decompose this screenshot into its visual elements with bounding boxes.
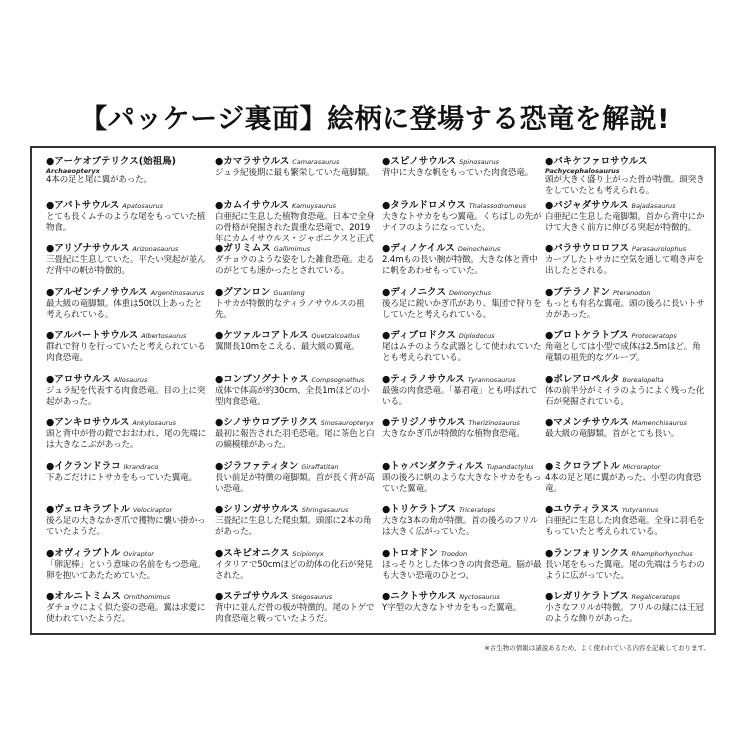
dinosaur-entry xyxy=(382,243,544,287)
dinosaur-latin-name: Ikrandraco xyxy=(123,462,159,471)
dinosaur-heading xyxy=(215,330,377,342)
dinosaur-heading xyxy=(46,504,208,516)
bullet-icon: ● xyxy=(545,156,554,167)
bullet-icon: ● xyxy=(382,417,391,428)
dinosaur-latin-name: Microraptor xyxy=(622,462,661,471)
dinosaur-entry xyxy=(215,243,377,287)
dinosaur-latin-name: Albertosaurus xyxy=(141,332,187,340)
dinosaur-entry xyxy=(46,461,208,505)
dinosaur-name: ボレアロペルタ xyxy=(553,373,620,385)
dinosaur-heading xyxy=(545,200,707,212)
dinosaur-latin-name: Bajadasaurus xyxy=(631,201,676,210)
dinosaur-heading xyxy=(215,374,377,386)
dinosaur-heading xyxy=(545,243,707,255)
bullet-icon: ● xyxy=(545,547,554,559)
dinosaur-description: 大きなかぎ爪が特徴的な植物食恐竜。 xyxy=(382,429,525,439)
dinosaur-description: 大きな3本の角が特徴。首の後ろのフリルは大きく広がっていた。 xyxy=(382,516,539,537)
dinosaur-name: トリケラトプス xyxy=(390,504,456,515)
dinosaur-entry xyxy=(46,591,208,635)
dinosaur-entry xyxy=(46,156,208,200)
bullet-icon: ● xyxy=(46,504,55,515)
dinosaur-latin-name: Argentinosaurus xyxy=(150,288,205,297)
bullet-icon: ● xyxy=(545,243,554,254)
dinosaur-name: アリゾナサウルス xyxy=(54,243,130,254)
dinosaur-name: ニクトサウルス xyxy=(390,591,457,602)
dinosaur-description: 白亜紀に生息した竜脚類。首から背中にかけて大きく前方に伸びる突起が特徴的。 xyxy=(545,211,705,233)
dinosaur-description: 後ろ足に鋭いかぎ爪があり、集団で狩りをしていたと考えられている。 xyxy=(382,298,542,320)
dinosaur-entry xyxy=(46,287,208,331)
dinosaur-entry xyxy=(545,417,707,461)
column-1 xyxy=(46,156,208,635)
dinosaur-heading xyxy=(545,548,707,560)
bullet-icon: ● xyxy=(215,504,224,515)
dinosaur-entry xyxy=(382,374,544,418)
dinosaur-heading xyxy=(545,461,707,473)
dinosaur-name: タラルドロメウス xyxy=(390,199,466,211)
dinosaur-entry xyxy=(382,461,544,505)
dinosaur-name: カムイサウルス xyxy=(223,199,290,211)
dinosaur-heading xyxy=(46,417,208,429)
dinosaur-entry xyxy=(382,417,544,461)
dinosaur-entry xyxy=(382,548,544,592)
bullet-icon: ● xyxy=(382,286,391,298)
dinosaur-description: 頭と背中が骨の鎧でおおわれ、尾の先端には大きなこぶがあった。 xyxy=(46,429,206,450)
page-title: 【パッケージ裏面】絵柄に登場する恐竜を解説! xyxy=(80,104,670,135)
dinosaur-heading xyxy=(215,417,377,429)
dinosaur-name: スキピオニクス xyxy=(223,547,290,559)
dinosaur-heading xyxy=(382,591,544,603)
dinosaur-description: カーブしたトサカに空気を通して鳴き声を出したとされる。 xyxy=(545,255,704,276)
dinosaur-description: 三畳紀に生息した爬虫類。頭部に2本の角があった。 xyxy=(215,516,372,537)
dinosaur-latin-name: Giraffatitan xyxy=(301,462,339,471)
bullet-icon: ● xyxy=(215,373,224,385)
dinosaur-heading xyxy=(545,156,707,175)
dinosaur-description: 最大級の竜脚類。首がとても長い。 xyxy=(545,429,680,439)
dinosaur-name: レガリケラトプス xyxy=(553,591,629,602)
bullet-icon: ● xyxy=(545,330,554,341)
dinosaur-latin-name: Arizonasaurus xyxy=(132,245,179,253)
dinosaur-heading xyxy=(46,287,208,299)
dinosaur-name: グアンロン xyxy=(223,286,271,298)
dinosaur-entry xyxy=(382,156,544,200)
dinosaur-latin-name: Allosaurus xyxy=(113,375,148,384)
bullet-icon: ● xyxy=(46,243,55,254)
dinosaur-name: トゥパンダクティルス xyxy=(390,460,484,472)
dinosaur-name: アーケオプテリクス(始祖鳥) xyxy=(54,156,176,167)
dinosaur-heading xyxy=(215,461,377,473)
dinosaur-heading xyxy=(215,591,377,603)
dinosaur-description: 大きなトサカをもつ翼竜。くちばしの先がナイフのようになっていた。 xyxy=(382,211,542,233)
dinosaur-entry xyxy=(545,156,707,200)
bullet-icon: ● xyxy=(382,504,391,515)
dinosaur-entry xyxy=(215,417,377,461)
dinosaur-description: 白亜紀に生息した植物食恐竜。日本で全身の骨格が発掘された貴重な恐竜で、2019年にカムイサウルス・ジャポニクスと正式 xyxy=(215,211,375,243)
dinosaur-description: もっとも有名な翼竜。頭の後ろに長いトサカがあった。 xyxy=(545,298,705,320)
dinosaur-heading xyxy=(545,504,707,516)
bullet-icon: ● xyxy=(46,373,55,385)
dinosaur-heading xyxy=(545,591,707,603)
dinosaur-entry xyxy=(46,548,208,592)
bullet-icon: ● xyxy=(545,199,554,211)
dinosaur-name: プロトケラトプス xyxy=(553,330,629,341)
dinosaur-description: 長い前足が特徴の竜脚類。首が長く背が高い恐竜。 xyxy=(215,472,375,494)
dinosaur-latin-name: Deinonychus xyxy=(448,288,492,297)
dinosaur-name: シノサウロプテリクス xyxy=(223,417,318,428)
dinosaur-description: Y字型の大きなトサカをもった翼竜。 xyxy=(382,603,522,613)
dinosaur-entry xyxy=(215,374,377,418)
dinosaur-heading xyxy=(382,548,544,560)
dinosaur-name: パラサウロロフス xyxy=(553,243,629,254)
dinosaur-heading xyxy=(545,374,707,386)
dinosaur-heading xyxy=(382,374,544,386)
column-2 xyxy=(215,156,377,635)
dinosaur-name: ディプロドクス xyxy=(390,330,456,341)
dinosaur-name: アルバートサウルス xyxy=(54,330,139,341)
dinosaur-latin-name: Deinocheirus xyxy=(457,245,501,253)
bullet-icon: ● xyxy=(545,460,554,472)
dinosaur-name: トロオドン xyxy=(390,547,438,559)
dinosaur-name: ユウティラヌス xyxy=(553,504,619,515)
bullet-icon: ● xyxy=(215,330,224,341)
dinosaur-latin-name: Gallimimus xyxy=(273,245,311,253)
dinosaur-name: ランフォリンクス xyxy=(553,547,629,559)
dinosaur-heading xyxy=(382,461,544,473)
dinosaur-entry xyxy=(382,287,544,331)
dinosaur-description: 2.4mもの長い腕が特徴。大きな体と背中に帆をあわせもっていた。 xyxy=(382,255,538,276)
dinosaur-name: アルゼンチノサウルス xyxy=(54,286,148,298)
bullet-icon: ● xyxy=(382,547,391,559)
dinosaur-entry xyxy=(545,243,707,287)
dinosaur-entry xyxy=(545,591,707,635)
dinosaur-entry xyxy=(545,200,707,244)
dinosaur-heading xyxy=(382,330,544,342)
bullet-icon: ● xyxy=(46,330,55,341)
dinosaur-name: イクランドラコ xyxy=(54,460,121,472)
dinosaur-name: ディノニクス xyxy=(390,286,446,298)
dinosaur-description: 小さなフリルが特徴。フリルの縁には王冠のような飾りがあった。 xyxy=(545,603,704,624)
dinosaur-entry xyxy=(46,200,208,244)
dinosaur-name: ジラファティタン xyxy=(223,460,299,472)
dinosaur-latin-name: Rhamphorhynchus xyxy=(631,549,693,558)
bullet-icon: ● xyxy=(382,591,391,602)
dinosaur-heading xyxy=(46,330,208,342)
dinosaur-heading xyxy=(46,156,208,175)
dinosaur-heading xyxy=(545,417,707,429)
dinosaur-name: アンキロサウルス xyxy=(54,417,130,428)
bullet-icon: ● xyxy=(382,156,391,167)
dinosaur-latin-name: Camarasaurus xyxy=(292,158,340,166)
dinosaur-latin-name: Archaeopteryx xyxy=(46,167,100,175)
dinosaur-entry xyxy=(215,591,377,635)
dinosaur-description: 最初に報告された羽毛恐竜。尾に茶色と白の縞模様があった。 xyxy=(215,429,375,450)
dinosaur-latin-name: Guanlong xyxy=(273,288,305,297)
dinosaur-entry xyxy=(215,504,377,548)
dinosaur-name: マメンチサウルス xyxy=(553,417,629,428)
bullet-icon: ● xyxy=(215,547,224,559)
dinosaur-latin-name: Borealopelta xyxy=(622,375,664,384)
dinosaur-description: 群れで狩りを行っていたと考えられている肉食恐竜。 xyxy=(46,342,206,363)
dinosaur-entry xyxy=(545,287,707,331)
dinosaur-description: 体の前半分がミイラのようによく残った化石が発掘されている。 xyxy=(545,385,705,407)
dinosaur-description: ダチョウのような姿をした雑食恐竜。走るのがとても速かったとされている。 xyxy=(215,255,375,276)
bullet-icon: ● xyxy=(545,591,554,602)
dinosaur-entry xyxy=(215,156,377,200)
dinosaur-name: ケツァルコアトルス xyxy=(223,330,309,341)
dinosaur-heading xyxy=(382,417,544,429)
footnote: ※古生物の情報は諸説あるため、よく使われている内容を記載しております。 xyxy=(484,644,710,652)
dinosaur-heading xyxy=(382,504,544,516)
dinosaur-name: アロサウルス xyxy=(54,373,111,385)
dinosaur-description: 最強の肉食恐竜。「暴君竜」とも呼ばれている。 xyxy=(382,385,538,407)
bullet-icon: ● xyxy=(46,547,55,559)
dinosaur-description: 三畳紀に生息していた。平たい突起が並んだ背中の帆が特徴的。 xyxy=(46,255,206,276)
dinosaur-description: 尾はムチのような武器として使われていたとも考えられている。 xyxy=(382,342,542,363)
dinosaur-entry xyxy=(382,591,544,635)
dinosaur-latin-name: Ornithomimus xyxy=(123,593,171,601)
dinosaur-latin-name: Parasaurolophus xyxy=(631,245,687,253)
dinosaur-latin-name: Troodon xyxy=(440,549,468,558)
dinosaur-entry xyxy=(46,243,208,287)
dinosaur-latin-name: Diplodocus xyxy=(458,332,495,340)
dinosaur-description: 頭の後ろに帆のような大きなトサカをもっていた翼竜。 xyxy=(382,472,542,494)
dinosaur-name: ディノケイルス xyxy=(390,243,455,254)
dinosaur-name: ガリミムス xyxy=(223,243,271,254)
dinosaur-name: オルニトミムス xyxy=(54,591,121,602)
bullet-icon: ● xyxy=(215,417,224,428)
dinosaur-name: シリンガサウルス xyxy=(223,504,299,515)
dinosaur-latin-name: Spinosaurus xyxy=(459,158,499,166)
dinosaur-heading xyxy=(46,461,208,473)
dinosaur-latin-name: Quetzalcoatlus xyxy=(311,332,360,340)
dinosaur-entry xyxy=(215,330,377,374)
dinosaur-entry xyxy=(46,504,208,548)
dinosaur-entry xyxy=(46,330,208,374)
bullet-icon: ● xyxy=(382,373,391,385)
dinosaur-entry xyxy=(382,504,544,548)
dinosaur-entry xyxy=(545,374,707,418)
bullet-icon: ● xyxy=(215,286,224,298)
dinosaur-heading xyxy=(382,243,544,255)
dinosaur-name: ステゴサウルス xyxy=(223,591,289,602)
dinosaur-latin-name: Shringasaurus xyxy=(301,506,349,514)
bullet-icon: ● xyxy=(215,156,224,167)
dinosaur-name: バジャダサウルス xyxy=(553,199,629,211)
dinosaur-latin-name: Thalassodromeus xyxy=(468,201,526,210)
bullet-icon: ● xyxy=(382,330,391,341)
dinosaur-heading xyxy=(382,287,544,299)
dinosaur-entry xyxy=(545,548,707,592)
dinosaur-name: コンプソグナトゥス xyxy=(223,373,309,385)
dinosaur-heading xyxy=(215,287,377,299)
dinosaur-description: 後ろ足の大きなかぎ爪で獲物に襲い掛かっていたようだ。 xyxy=(46,516,206,537)
column-3 xyxy=(382,156,544,635)
dinosaur-latin-name: Tyrannosaurus xyxy=(467,375,516,384)
dinosaur-description: 4本の足と尾に翼があった。 xyxy=(46,175,152,185)
bullet-icon: ● xyxy=(545,504,554,515)
dinosaur-latin-name: Scipionyx xyxy=(292,549,324,558)
bullet-icon: ● xyxy=(46,417,55,428)
dinosaur-description: 「卵泥棒」という意味の名前をもつ恐竜。卵を抱いてあたためていた。 xyxy=(46,559,206,581)
bullet-icon: ● xyxy=(545,373,554,385)
dinosaur-latin-name: Pachycephalosaurus xyxy=(545,167,620,175)
dinosaur-heading xyxy=(46,548,208,560)
dinosaur-name: スピノサウルス xyxy=(390,156,457,167)
dinosaur-heading xyxy=(215,156,377,168)
dinosaur-latin-name: Regaliceratops xyxy=(631,593,680,601)
dinosaur-description: トサカが特徴的なティラノサウルスの祖先。 xyxy=(215,298,365,320)
dinosaur-entry xyxy=(215,200,377,244)
dinosaur-description: 最大級の竜脚類。体重は50t以上あったと考えられている。 xyxy=(46,298,203,320)
bullet-icon: ● xyxy=(215,243,224,254)
dinosaur-description: ほっそりとした体つきの肉食恐竜。脳が最も大きい恐竜のひとつ。 xyxy=(382,559,542,581)
bullet-icon: ● xyxy=(382,243,391,254)
dinosaur-heading xyxy=(46,591,208,603)
dinosaur-description: 下あごだけにトサカをもっていた翼竜。 xyxy=(46,472,197,483)
dinosaur-heading xyxy=(215,243,377,255)
dinosaur-entry xyxy=(215,287,377,331)
dinosaur-description: 翼開長10mをこえる、最大級の翼竜。 xyxy=(215,342,360,352)
dinosaur-description: ダチョウによく似た姿の恐竜。翼は求愛に使われていたようだ。 xyxy=(46,603,206,624)
dinosaur-name: プテラノドン xyxy=(553,286,611,298)
dinosaur-entry xyxy=(545,504,707,548)
dinosaur-latin-name: Tupandactylus xyxy=(486,462,534,471)
dinosaur-description: ジュラ紀後期に最も繁栄していた竜脚類。 xyxy=(215,168,375,178)
dinosaur-name: ヴェロキラプトル xyxy=(54,504,130,515)
dinosaur-name: カマラサウルス xyxy=(223,156,290,167)
dinosaur-description: ジュラ紀を代表する肉食恐竜。目の上に突起があった。 xyxy=(46,385,206,407)
dinosaur-entry xyxy=(215,461,377,505)
dinosaur-name: パキケファロサウルス xyxy=(553,156,648,167)
dinosaur-heading xyxy=(382,156,544,168)
bullet-icon: ● xyxy=(46,199,55,211)
bullet-icon: ● xyxy=(46,156,55,167)
dinosaur-heading xyxy=(46,200,208,212)
dinosaur-description: 角竜としては小型で成体は2.5mほど。角竜類の祖先的なグループ。 xyxy=(545,342,701,363)
dinosaur-heading xyxy=(215,548,377,560)
dinosaur-latin-name: Oviraptor xyxy=(123,549,154,558)
dinosaur-description: 背中に大きな帆をもっていた肉食恐竜。 xyxy=(382,168,534,178)
dinosaur-name: ティラノサウルス xyxy=(390,373,465,385)
dinosaur-heading xyxy=(46,243,208,255)
bullet-icon: ● xyxy=(46,286,55,298)
dinosaur-name: テリジノサウルス xyxy=(390,417,466,428)
dinosaur-description: 4本の足と尾に翼があった、小型の肉食恐竜。 xyxy=(545,472,702,494)
dinosaur-description: 頭が大きく盛り上がった骨が特徴。頭突きをしていたとも考えられる。 xyxy=(545,175,705,196)
dinosaur-latin-name: Triceratops xyxy=(458,506,496,514)
dinosaur-heading xyxy=(215,504,377,516)
dinosaur-entry xyxy=(382,330,544,374)
dinosaur-entry xyxy=(46,374,208,418)
bullet-icon: ● xyxy=(46,591,55,602)
dinosaur-latin-name: Yutyrannus xyxy=(621,506,659,514)
dinosaur-latin-name: Therizinosaurus xyxy=(468,419,520,427)
dinosaur-description: 白亜紀に生息した肉食恐竜。全身に羽毛をもっていたと考えられている。 xyxy=(545,516,705,537)
bullet-icon: ● xyxy=(215,460,224,472)
dinosaur-heading xyxy=(382,200,544,212)
dinosaur-description: 長い尾をもった翼竜。尾の先端はうちわのように広がっていた。 xyxy=(545,559,705,581)
dinosaur-entry xyxy=(545,461,707,505)
dinosaur-heading xyxy=(215,200,377,212)
bullet-icon: ● xyxy=(382,199,391,211)
dinosaur-latin-name: Mamenchisaurus xyxy=(631,419,687,427)
dinosaur-name: ミクロラプトル xyxy=(553,460,620,472)
dinosaur-latin-name: Pteranodon xyxy=(613,288,651,297)
bullet-icon: ● xyxy=(46,460,55,472)
dinosaur-latin-name: Apatosaurus xyxy=(122,201,164,210)
dinosaur-entry xyxy=(46,417,208,461)
dinosaur-entry xyxy=(215,548,377,592)
dinosaur-latin-name: Ankylosaurus xyxy=(132,419,176,427)
dinosaur-entry xyxy=(382,200,544,244)
dinosaur-name: アパトサウルス xyxy=(54,199,120,211)
dinosaur-description: とても長くムチのような尾をもっていた植物食。 xyxy=(46,211,206,233)
dinosaur-name: オヴィラプトル xyxy=(54,547,121,559)
dinosaur-description: 成体で体高が約30cm、全長1mほどの小型肉食恐竜。 xyxy=(215,385,370,407)
column-4 xyxy=(545,156,707,635)
dinosaur-latin-name: Protoceratops xyxy=(631,332,677,340)
dinosaur-heading xyxy=(46,374,208,386)
bullet-icon: ● xyxy=(382,460,391,472)
dinosaur-latin-name: Compsognathus xyxy=(311,375,365,384)
bullet-icon: ● xyxy=(215,591,224,602)
dinosaur-description: イタリアで50cmほどの幼体の化石が発見された。 xyxy=(215,559,373,581)
dinosaur-heading xyxy=(545,287,707,299)
dinosaur-entry xyxy=(545,330,707,374)
bullet-icon: ● xyxy=(545,417,554,428)
bullet-icon: ● xyxy=(215,199,224,211)
dinosaur-heading xyxy=(545,330,707,342)
dinosaur-guide-panel xyxy=(30,146,716,635)
dinosaur-latin-name: Nyctosaurus xyxy=(459,593,500,601)
dinosaur-latin-name: Sinosauropteryx xyxy=(320,419,374,427)
dinosaur-description: 背中に並んだ骨の板が特徴的。尾のトゲで肉食恐竜と戦っていたようだ。 xyxy=(215,603,375,624)
dinosaur-latin-name: Velociraptor xyxy=(132,506,173,514)
dinosaur-latin-name: Kamuysaurus xyxy=(292,201,337,210)
bullet-icon: ● xyxy=(545,286,554,298)
dinosaur-latin-name: Stegosaurus xyxy=(291,593,333,601)
